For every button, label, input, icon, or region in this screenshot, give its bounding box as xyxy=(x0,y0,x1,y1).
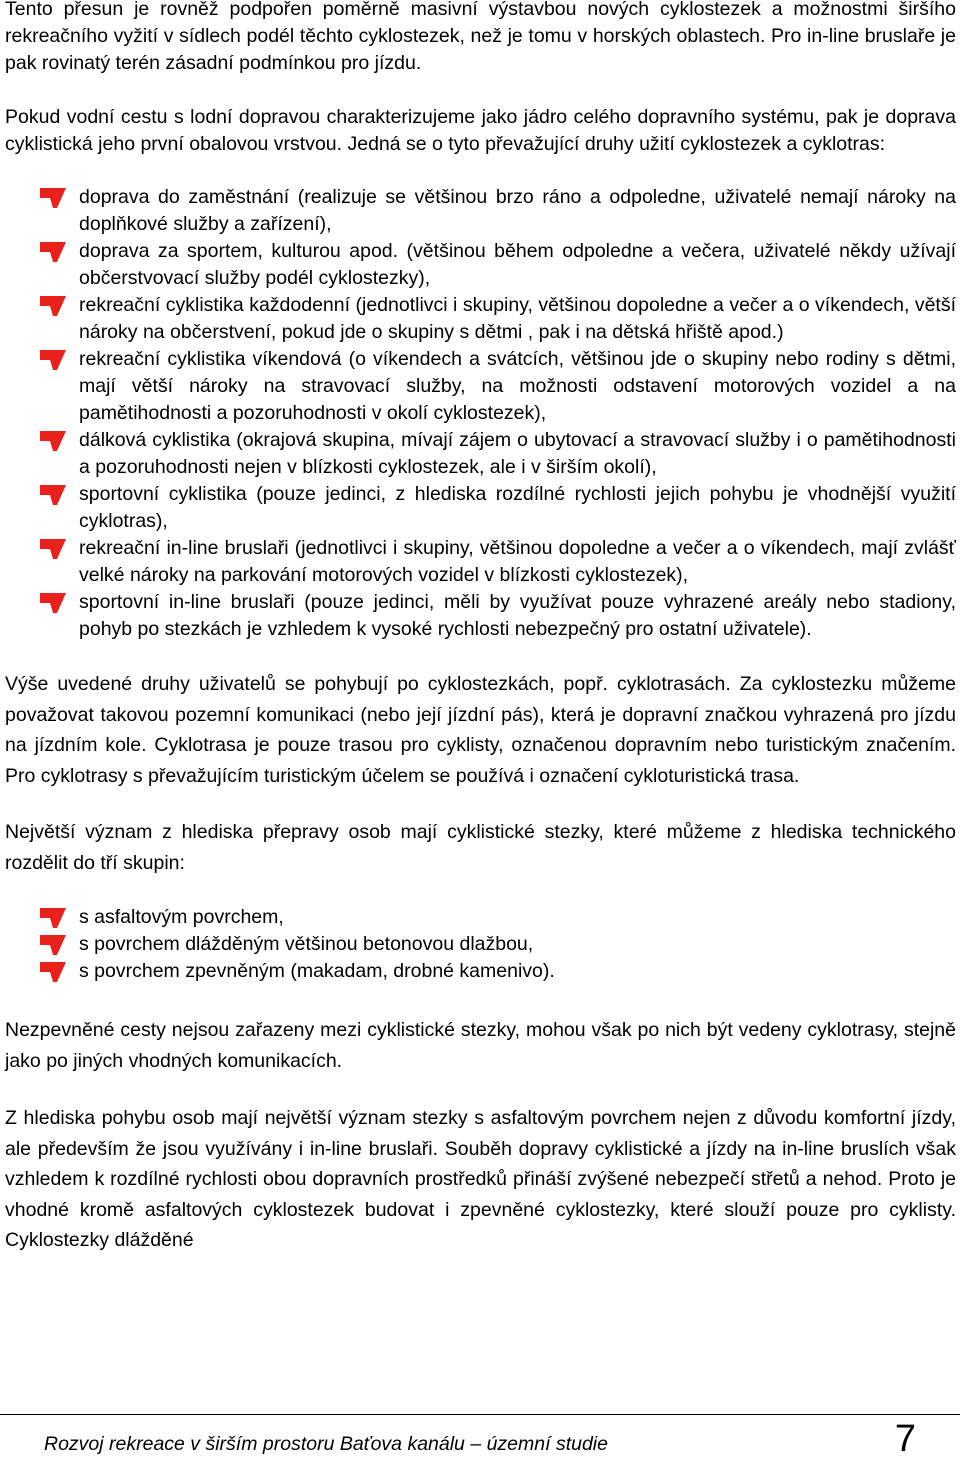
asphalt-paths-paragraph: Z hlediska pohybu osob mají největší význam stezky s asfaltovým povrchem nejen z důvodu komfortní jízdy, ale především že jsou využívány i in-line bruslaři. Souběh dopravy cyklistické a jízdy na in-line bruslích však vzhledem k rozdílné rychlosti obou dopravních prostředků přináší zvýšené nebezpečí střetů a nehod. Proto je vhodné kromě asfaltových cyklostezek budovat i zpevněné cyklostezky, které slouží pouze pro cyklisty. Cyklostezky dlážděné xyxy=(5,1107,956,1251)
list-item-text: dálková cyklistika (okrajová skupina, mívají zájem o ubytovací a stravovací služby i o pamětihodnosti a pozoruhodnosti nejen v blízkosti cyklostezek, ale i v širším okolí), xyxy=(79,429,956,478)
list-item-text: rekreační cyklistika víkendová (o víkendech a svátcích, většinou jde o skupiny nebo rodiny s dětmi, mají větší nároky na stravovací služby, na možnosti odstavení motorových vozidel a na pamětihodnosti a pozoruhodnosti v okolí cyklostezek), xyxy=(79,348,956,424)
red-swoosh-bullet-icon xyxy=(40,485,66,505)
footer-document-title: Rozvoj rekreace v širším prostoru Baťova kanálu – územní studie xyxy=(44,1433,608,1455)
list-item xyxy=(5,238,956,292)
red-swoosh-bullet-icon xyxy=(40,962,66,982)
list-item-text: s povrchem dlážděným většinou betonovou dlažbou, xyxy=(79,933,534,955)
page-number: 7 xyxy=(894,1418,916,1460)
cycle-paths-definition-paragraph: Výše uvedené druhy uživatelů se pohybují po cyklostezkách, popř. cyklotrasách. Za cyklostezku můžeme považovat takovou pozemní komunikaci (nebo její jízdní pás), která je dopravní značkou vyhrazená pro jízdu na jízdním kole. Cyklotrasa je pouze trasou pro cyklisty, označenou dopravním nebo turistickým značením. Pro cyklotrasy s převažujícím turistickým účelem se používá i označení cykloturistická trasa. xyxy=(5,673,956,787)
red-swoosh-bullet-icon xyxy=(40,593,66,613)
unpaved-paths-paragraph: Nezpevněné cesty nejsou zařazeny mezi cyklistické stezky, mohou však po nich být vedeny cyklotrasy, stejně jako po jiných vhodných komunikacích. xyxy=(5,1019,956,1072)
footer-divider xyxy=(0,1414,960,1415)
list-item xyxy=(5,346,956,427)
red-swoosh-bullet-icon xyxy=(40,242,66,262)
list-item xyxy=(5,958,956,985)
red-swoosh-bullet-icon xyxy=(40,539,66,559)
list-item-text: rekreační cyklistika každodenní (jednotlivci i skupiny, většinou dopoledne a večer a o víkendech, větší nároky na občerstvení, pokud jde o skupiny s dětmi , pak i na dětská hřiště apod.) xyxy=(79,294,956,343)
list-item-text: s povrchem zpevněným (makadam, drobné kamenivo). xyxy=(79,960,555,982)
list-item-text: doprava za sportem, kulturou apod. (většinou během odpoledne a večera, uživatelé někdy užívají občerstvovací služby podél cyklostezky), xyxy=(79,240,956,289)
list-item-text: s asfaltovým povrchem, xyxy=(79,906,284,928)
list-item xyxy=(5,931,956,958)
surface-types-list xyxy=(5,904,956,985)
red-swoosh-bullet-icon xyxy=(40,431,66,451)
list-item xyxy=(5,904,956,931)
list-item xyxy=(5,589,956,643)
list-item xyxy=(5,535,956,589)
list-item-text: doprava do zaměstnání (realizuje se většinou brzo ráno a odpoledne, uživatelé nemají nároky na doplňkové služby a zařízení), xyxy=(79,186,956,235)
red-swoosh-bullet-icon xyxy=(40,296,66,316)
page-body xyxy=(5,0,956,1256)
list-item-text: sportovní in-line bruslaři (pouze jedinci, měli by využívat pouze vyhrazené areály nebo stadiony, pohyb po stezkách je vzhledem k vysoké rychlosti nebezpečný pro ostatní uživatele). xyxy=(79,591,956,640)
list-item-text: rekreační in-line bruslaři (jednotlivci i skupiny, většinou dopoledne a večer a o víkendech, mají zvlášť velké nároky na parkování motorových vozidel v blízkosti cyklostezek), xyxy=(79,537,956,586)
list-item xyxy=(5,427,956,481)
red-swoosh-bullet-icon xyxy=(40,350,66,370)
list-item xyxy=(5,481,956,535)
list-item-text: sportovní cyklistika (pouze jedinci, z hlediska rozdílné rychlosti jejich pohybu je vhodnější využití cyklotras), xyxy=(79,483,956,532)
transport-paragraph: Pokud vodní cestu s lodní dopravou charakterizujeme jako jádro celého dopravního systému, pak je doprava cyklistická jeho první obalovou vrstvou. Jedná se o tyto převažující druhy užití cyklostezek a cyklotras: xyxy=(5,106,956,155)
list-item xyxy=(5,184,956,238)
list-item xyxy=(5,292,956,346)
red-swoosh-bullet-icon xyxy=(40,908,66,928)
red-swoosh-bullet-icon xyxy=(40,188,66,208)
path-types-paragraph: Největší význam z hlediska přepravy osob mají cyklistické stezky, které můžeme z hlediska technického rozdělit do tří skupin: xyxy=(5,821,956,874)
usage-types-list xyxy=(5,184,956,643)
red-swoosh-bullet-icon xyxy=(40,935,66,955)
intro-paragraph: Tento přesun je rovněž podpořen poměrně masivní výstavbou nových cyklostezek a možnostmi širšího rekreačního vyžití v sídlech podél těchto cyklostezek, než je tomu v horských oblastech. Pro in-line bruslaře je pak rovinatý terén zásadní podmínkou pro jízdu. xyxy=(5,0,956,74)
